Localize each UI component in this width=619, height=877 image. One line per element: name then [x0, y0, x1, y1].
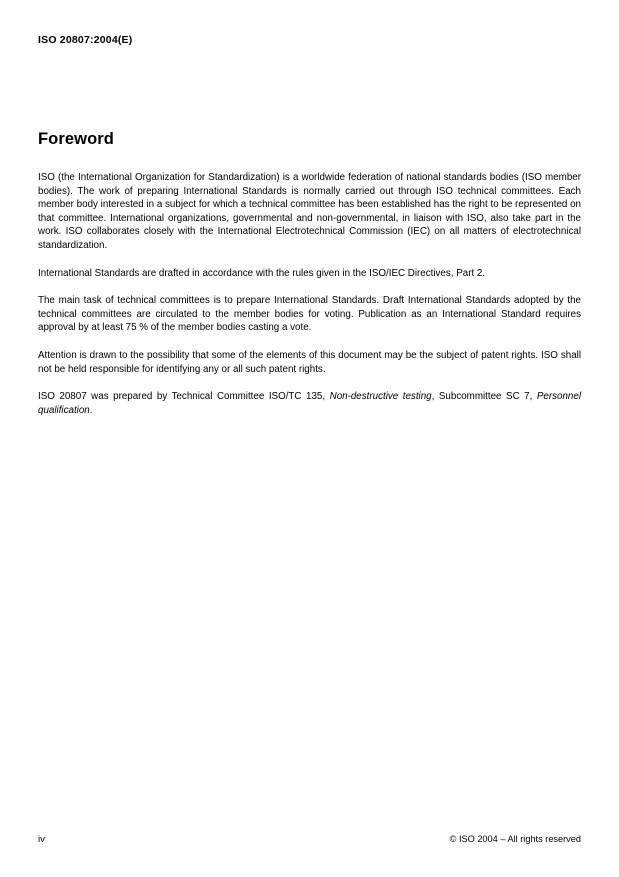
- preparation-trailing: .: [89, 404, 93, 416]
- page-title: Foreword: [38, 130, 114, 148]
- document-header: ISO 20807:2004(E): [38, 34, 133, 46]
- subcommittee-name: Personnel qualification: [38, 391, 582, 416]
- paragraph-preparation: [38, 390, 581, 417]
- document-body: [38, 130, 581, 417]
- paragraph-4: Attention is drawn to the possibility that some of the elements of this document may be the subject of patent rights. ISO shall not be held responsible for identifying any or all such patent rights.: [38, 349, 581, 375]
- footer-page-number: iv: [38, 834, 45, 845]
- paragraph-1: ISO (the International Organization for Standardization) is a worldwide federation of national standards bodies (ISO member bodies). The work of preparing International Standards is normally carried out through ISO technical committees. Each member body interested in a subject for which a technical committee has been established has the right to be represented on that committee. International organizations, governmental and non-governmental, in liaison with ISO, also take part in the work. ISO collaborates closely with the International Electrotechnical Commission (IEC) on all matters of electrotechnical standardization.: [38, 172, 581, 251]
- paragraph-3: The main task of technical committees is to prepare International Standards. Draft International Standards adopted by the technical committees are circulated to the member bodies for voting. Publication as an International Standard requires approval by at least 75 % of the member bodies casting a vote.: [38, 295, 581, 334]
- technical-committee-name: Non-destructive testing: [329, 391, 432, 403]
- paragraph-2: International Standards are drafted in accordance with the rules given in the ISO/IEC Directives, Part 2.: [38, 267, 486, 279]
- page-footer: [38, 834, 581, 845]
- preparation-middle: , Subcommittee SC 7,: [431, 391, 537, 403]
- preparation-lead: ISO 20807 was prepared by Technical Committee ISO/TC 135,: [38, 391, 330, 403]
- footer-copyright: © ISO 2004 – All rights reserved: [449, 834, 581, 844]
